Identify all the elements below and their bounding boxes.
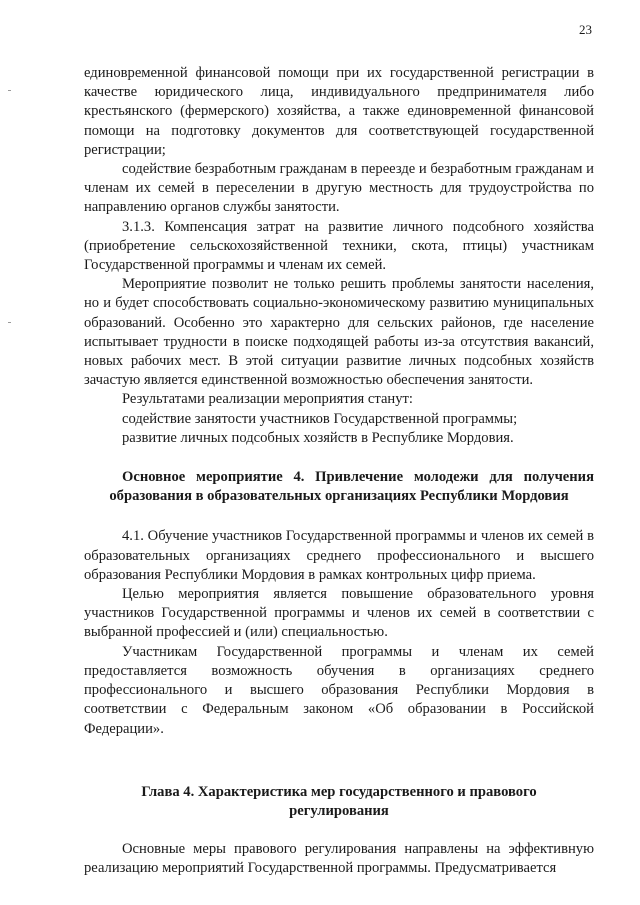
paragraph: Результатами реализации мероприятия станут:: [122, 391, 413, 408]
chapter-heading: Глава 4. Характеристика мер государственного и правового регулирования: [141, 783, 537, 819]
section-heading: Основное мероприятие 4. Привлечение молодежи для получения образования в образовательных организациях Республики Мордовия: [109, 469, 594, 505]
paragraph: 3.1.3. Компенсация затрат на развитие личного подсобного хозяйства (приобретение сельскохозяйственной техники, скота, птицы) участникам Государственной программы и членам их семей.: [84, 218, 594, 274]
page-number: 23: [579, 22, 592, 37]
paragraph: Участникам Государственной программы и членам их семей предоставляется возможность обучения в организациях среднего профессионального и высшего образования Республики Мордовия в соответствии с Федеральным законом «Об образовании в Российской Федерации».: [84, 643, 594, 737]
paragraph: Целью мероприятия является повышение образовательного уровня участников Государственной программы и членов их семей в соответствии с выбранной профессией и (или) специальностью.: [84, 586, 594, 641]
margin-mark: [8, 90, 11, 91]
page-body: [84, 64, 594, 879]
paragraph: содействие безработным гражданам в переезде и безработным гражданам и членам их семей в переселении в другую местность для трудоустройства по направлению органов службы занятости.: [84, 161, 594, 216]
paragraph: содействие занятости участников Государственной программы;: [122, 410, 518, 427]
paragraph: 4.1. Обучение участников Государственной программы и членов их семей в образовательных организациях среднего профессионального и высшего образования Республики Мордовия в рамках контрольных цифр приема.: [84, 528, 594, 583]
paragraph: Мероприятие позволит не только решить проблемы занятости населения, но и будет способствовать социально-экономическому развитию муниципальных образований. Особенно это характерно для сельских районов, где население испытывает трудности в поиске подходящей работы из-за отсутствия вакансий, новых рабочих мест. В этой ситуации развитие личных подсобных хозяйств зачастую является единственной возможностью обеспечения занятости.: [84, 276, 594, 389]
paragraph: развитие личных подсобных хозяйств в Республике Мордовия.: [122, 429, 514, 446]
margin-mark: [8, 322, 11, 323]
paragraph: Основные меры правового регулирования направлены на эффективную реализацию мероприятий Государственной программы. Предусматривается: [84, 841, 594, 877]
paragraph: единовременной финансовой помощи при их государственной регистрации в качестве юридического лица, индивидуального предпринимателя либо крестьянского (фермерского) хозяйства, а также единовременной финансовой помощи на подготовку документов для соответствующей государственной регистрации;: [84, 65, 594, 158]
